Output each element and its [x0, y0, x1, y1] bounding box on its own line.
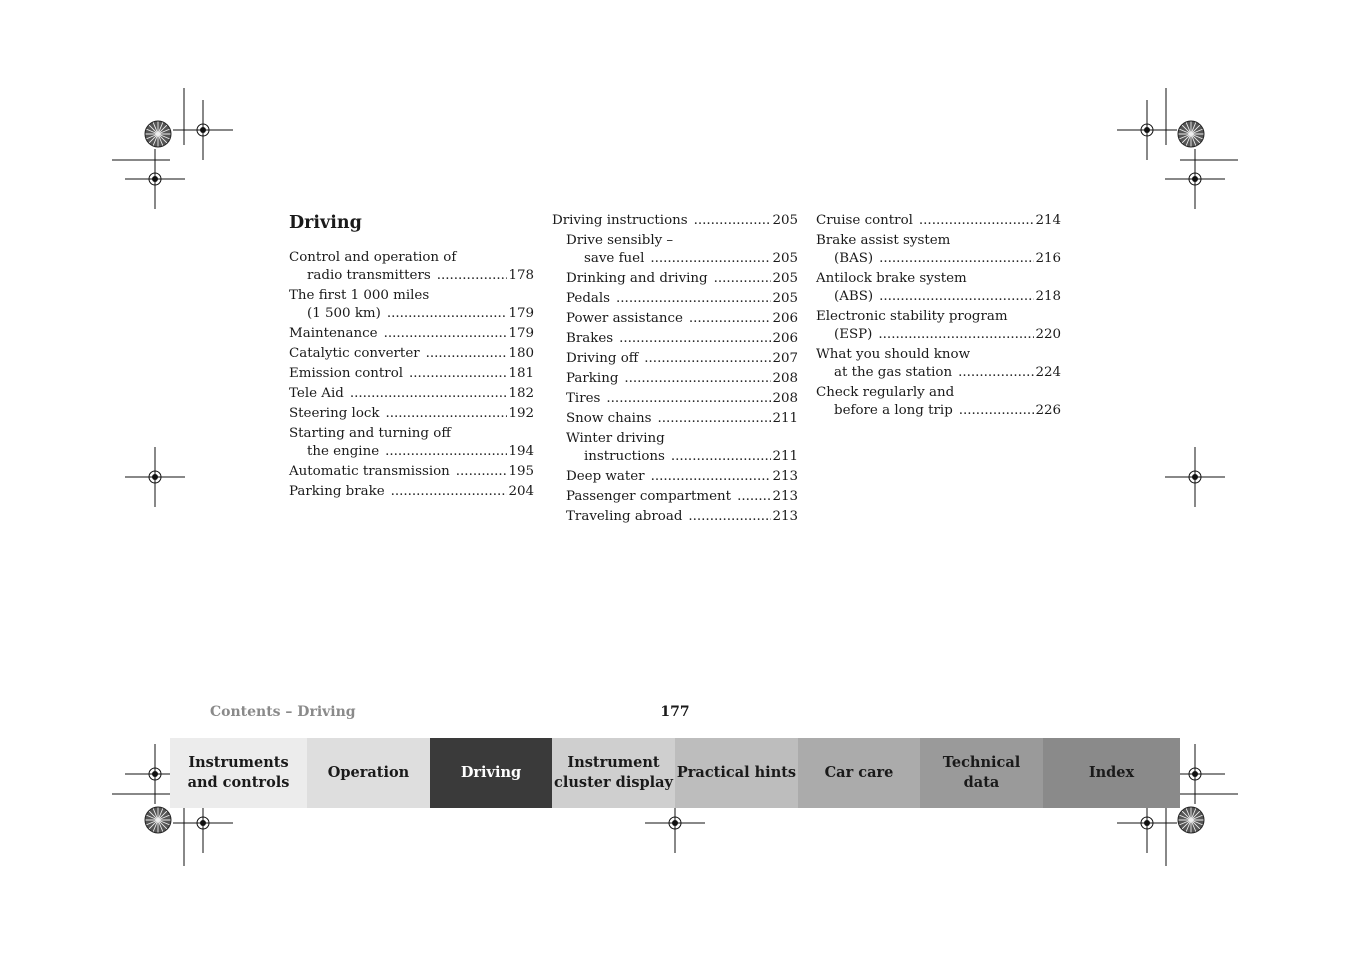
entry-page: 192 [508, 406, 534, 421]
dot-leader [959, 402, 1035, 420]
dot-leader [409, 365, 507, 383]
entry-page: 206 [772, 311, 798, 326]
entry-page: 205 [772, 291, 798, 306]
toc-entry[interactable] [816, 346, 1061, 382]
entry-page: 216 [1035, 251, 1061, 266]
toc-entry[interactable] [566, 310, 798, 328]
entry-title: Starting and turning off [289, 426, 451, 441]
color-target [1178, 807, 1204, 833]
dot-leader [737, 488, 771, 506]
toc-entry[interactable] [816, 212, 1061, 230]
tab-label: Instrument cluster display [554, 754, 673, 791]
entry-title: Snow chains [566, 411, 652, 426]
entries [816, 212, 1061, 420]
entry-title: Winter driving [566, 431, 665, 446]
entry-title: Pedals [566, 291, 611, 306]
dot-leader [689, 310, 772, 328]
dot-leader [657, 410, 771, 428]
dot-leader [694, 212, 772, 230]
toc-entry[interactable] [566, 468, 798, 486]
entry-title-continued: before a long trip [834, 403, 953, 418]
entry-title: What you should know [816, 347, 971, 362]
tab-label: Instruments and controls [187, 754, 290, 791]
color-target [1178, 121, 1204, 147]
entry-page: 211 [772, 449, 798, 464]
entry-title-continued: (ABS) [834, 289, 874, 304]
entry-page: 213 [772, 489, 798, 504]
entry-title-continued: radio transmitters [307, 268, 431, 283]
entry-title-continued: the engine [307, 444, 380, 459]
toc-entry[interactable] [816, 232, 1061, 268]
entry-title: Steering lock [289, 406, 380, 421]
dot-leader [437, 267, 508, 285]
entry-page: 207 [772, 351, 798, 366]
entry-page: 194 [508, 444, 534, 459]
tab-label: Index [1088, 764, 1135, 781]
tab-driving[interactable] [430, 738, 552, 808]
entry-title: Emission control [289, 366, 404, 381]
tab-instrument-cluster-display[interactable] [552, 738, 675, 808]
dot-leader [879, 288, 1034, 306]
toc-entry[interactable] [566, 508, 798, 526]
entry-title: Cruise control [816, 213, 913, 228]
footer-section-title: Contents – Driving [210, 704, 356, 720]
toc-entry[interactable] [289, 287, 534, 323]
tab-label: Technical data [942, 754, 1021, 791]
entry-title: Driving instructions [552, 213, 688, 228]
dot-leader [350, 385, 508, 403]
toc-entry[interactable] [289, 385, 534, 403]
entry-title: Traveling abroad [566, 509, 683, 524]
entry-page: 224 [1035, 365, 1061, 380]
color-target [145, 807, 171, 833]
entry-title: Deep water [566, 469, 645, 484]
toc-entry[interactable] [289, 483, 534, 501]
entry-title: Parking [566, 371, 619, 386]
entry-page: 179 [508, 326, 534, 341]
tab-practical-hints[interactable] [675, 738, 798, 808]
dot-leader [671, 448, 772, 466]
entry-page: 208 [772, 391, 798, 406]
entry-page: 208 [772, 371, 798, 386]
entry-page: 211 [772, 411, 798, 426]
dot-leader [616, 290, 771, 308]
toc-entry[interactable] [816, 270, 1061, 306]
registration-mark [173, 100, 233, 160]
entry-title: Power assistance [566, 311, 683, 326]
toc-entry[interactable] [289, 463, 534, 481]
toc-entry[interactable] [289, 365, 534, 383]
tab-label: Driving [460, 764, 522, 781]
toc-entry[interactable] [566, 410, 798, 428]
dot-leader [714, 270, 772, 288]
tab-index[interactable] [1043, 738, 1180, 808]
entry-title: Catalytic converter [289, 346, 420, 361]
registration-mark [125, 447, 185, 507]
entry-title: Antilock brake system [816, 271, 967, 286]
entry-title-continued: save fuel [584, 251, 645, 266]
registration-mark [1165, 447, 1225, 507]
dot-leader [426, 345, 508, 363]
contents-column-1 [289, 212, 534, 503]
entry-page: 206 [772, 331, 798, 346]
dot-leader [619, 330, 771, 348]
entry-title: Control and operation of [289, 250, 457, 265]
entry-page: 205 [772, 213, 798, 228]
entry-title: Driving off [566, 351, 639, 366]
entries [289, 249, 534, 501]
dot-leader [644, 350, 771, 368]
dot-leader [386, 405, 508, 423]
registration-mark [125, 149, 185, 209]
registration-mark [1117, 100, 1177, 160]
dot-leader [651, 468, 772, 486]
entry-title: Brake assist system [816, 233, 951, 248]
dot-leader [606, 390, 771, 408]
toc-entry[interactable] [566, 390, 798, 408]
entry-page: 226 [1035, 403, 1061, 418]
entry-page: 182 [508, 386, 534, 401]
toc-entry[interactable] [566, 330, 798, 348]
dot-leader [879, 250, 1034, 268]
entry-title: The first 1 000 miles [289, 288, 430, 303]
toc-entry[interactable] [566, 370, 798, 388]
dot-leader [391, 483, 508, 501]
tab-label: Practical hints [676, 764, 797, 781]
entry-title: Automatic transmission [289, 464, 450, 479]
entry-title: Drive sensibly – [566, 233, 674, 248]
dot-leader [385, 443, 507, 461]
registration-mark [1165, 149, 1225, 209]
dot-leader [624, 370, 771, 388]
toc-entry[interactable] [566, 270, 798, 288]
entry-title-continued: at the gas station [834, 365, 953, 380]
dot-leader [878, 326, 1034, 344]
entry-page: 213 [772, 509, 798, 524]
tab-operation[interactable] [307, 738, 430, 808]
tab-car-care[interactable] [798, 738, 920, 808]
tab-instruments-and-controls[interactable] [170, 738, 307, 808]
toc-entry[interactable] [289, 405, 534, 423]
entry-title: Parking brake [289, 484, 385, 499]
entry-page: 213 [772, 469, 798, 484]
entry-page: 204 [508, 484, 534, 499]
entry-title-continued: (ESP) [834, 327, 873, 342]
dot-leader [456, 463, 508, 481]
dot-leader [688, 508, 771, 526]
entry-page: 181 [508, 366, 534, 381]
contents-column-2 [552, 212, 798, 528]
dot-leader [387, 305, 508, 323]
entry-title: Brakes [566, 331, 614, 346]
toc-entry[interactable] [566, 290, 798, 308]
entries [552, 232, 798, 526]
entry-title: Maintenance [289, 326, 378, 341]
entry-title: Tires [566, 391, 601, 406]
toc-entry[interactable] [289, 345, 534, 363]
toc-entry[interactable] [566, 350, 798, 368]
page-number: 177 [660, 704, 690, 720]
chapter-tabs [170, 738, 1180, 808]
toc-entry[interactable] [289, 425, 534, 461]
entry-title: Electronic stability program [816, 309, 1008, 324]
dot-leader [958, 364, 1034, 382]
dot-leader [384, 325, 508, 343]
entry-page: 195 [508, 464, 534, 479]
toc-entry[interactable] [566, 488, 798, 506]
entry-page: 178 [508, 268, 534, 283]
entry-title: Passenger compartment [566, 489, 732, 504]
toc-entry[interactable] [566, 430, 798, 466]
entry-title-continued: (1 500 km) [307, 306, 381, 321]
tab-label: Car care [824, 764, 894, 781]
entry-title: Tele Aid [289, 386, 344, 401]
entry-title: Drinking and driving [566, 271, 708, 286]
tab-technical-data[interactable] [920, 738, 1043, 808]
toc-entry[interactable] [566, 232, 798, 268]
entry-page: 179 [508, 306, 534, 321]
toc-entry[interactable] [816, 308, 1061, 344]
entry-title: Check regularly and [816, 385, 955, 400]
entry-title-continued: (BAS) [834, 251, 874, 266]
entry-page: 214 [1035, 213, 1061, 228]
dot-leader [650, 250, 771, 268]
entry-page: 218 [1035, 289, 1061, 304]
color-target [145, 121, 171, 147]
contents-column-3 [816, 212, 1061, 422]
entry-page: 180 [508, 346, 534, 361]
entry-page: 205 [772, 251, 798, 266]
toc-entry[interactable] [552, 212, 798, 230]
entry-title-continued: instructions [584, 449, 665, 464]
toc-entry[interactable] [289, 249, 534, 285]
dot-leader [919, 212, 1035, 230]
entry-page: 220 [1035, 327, 1061, 342]
section-heading: Driving [289, 213, 362, 233]
toc-entry[interactable] [289, 325, 534, 343]
toc-entry[interactable] [816, 384, 1061, 420]
entry-page: 205 [772, 271, 798, 286]
tab-label: Operation [327, 764, 410, 781]
